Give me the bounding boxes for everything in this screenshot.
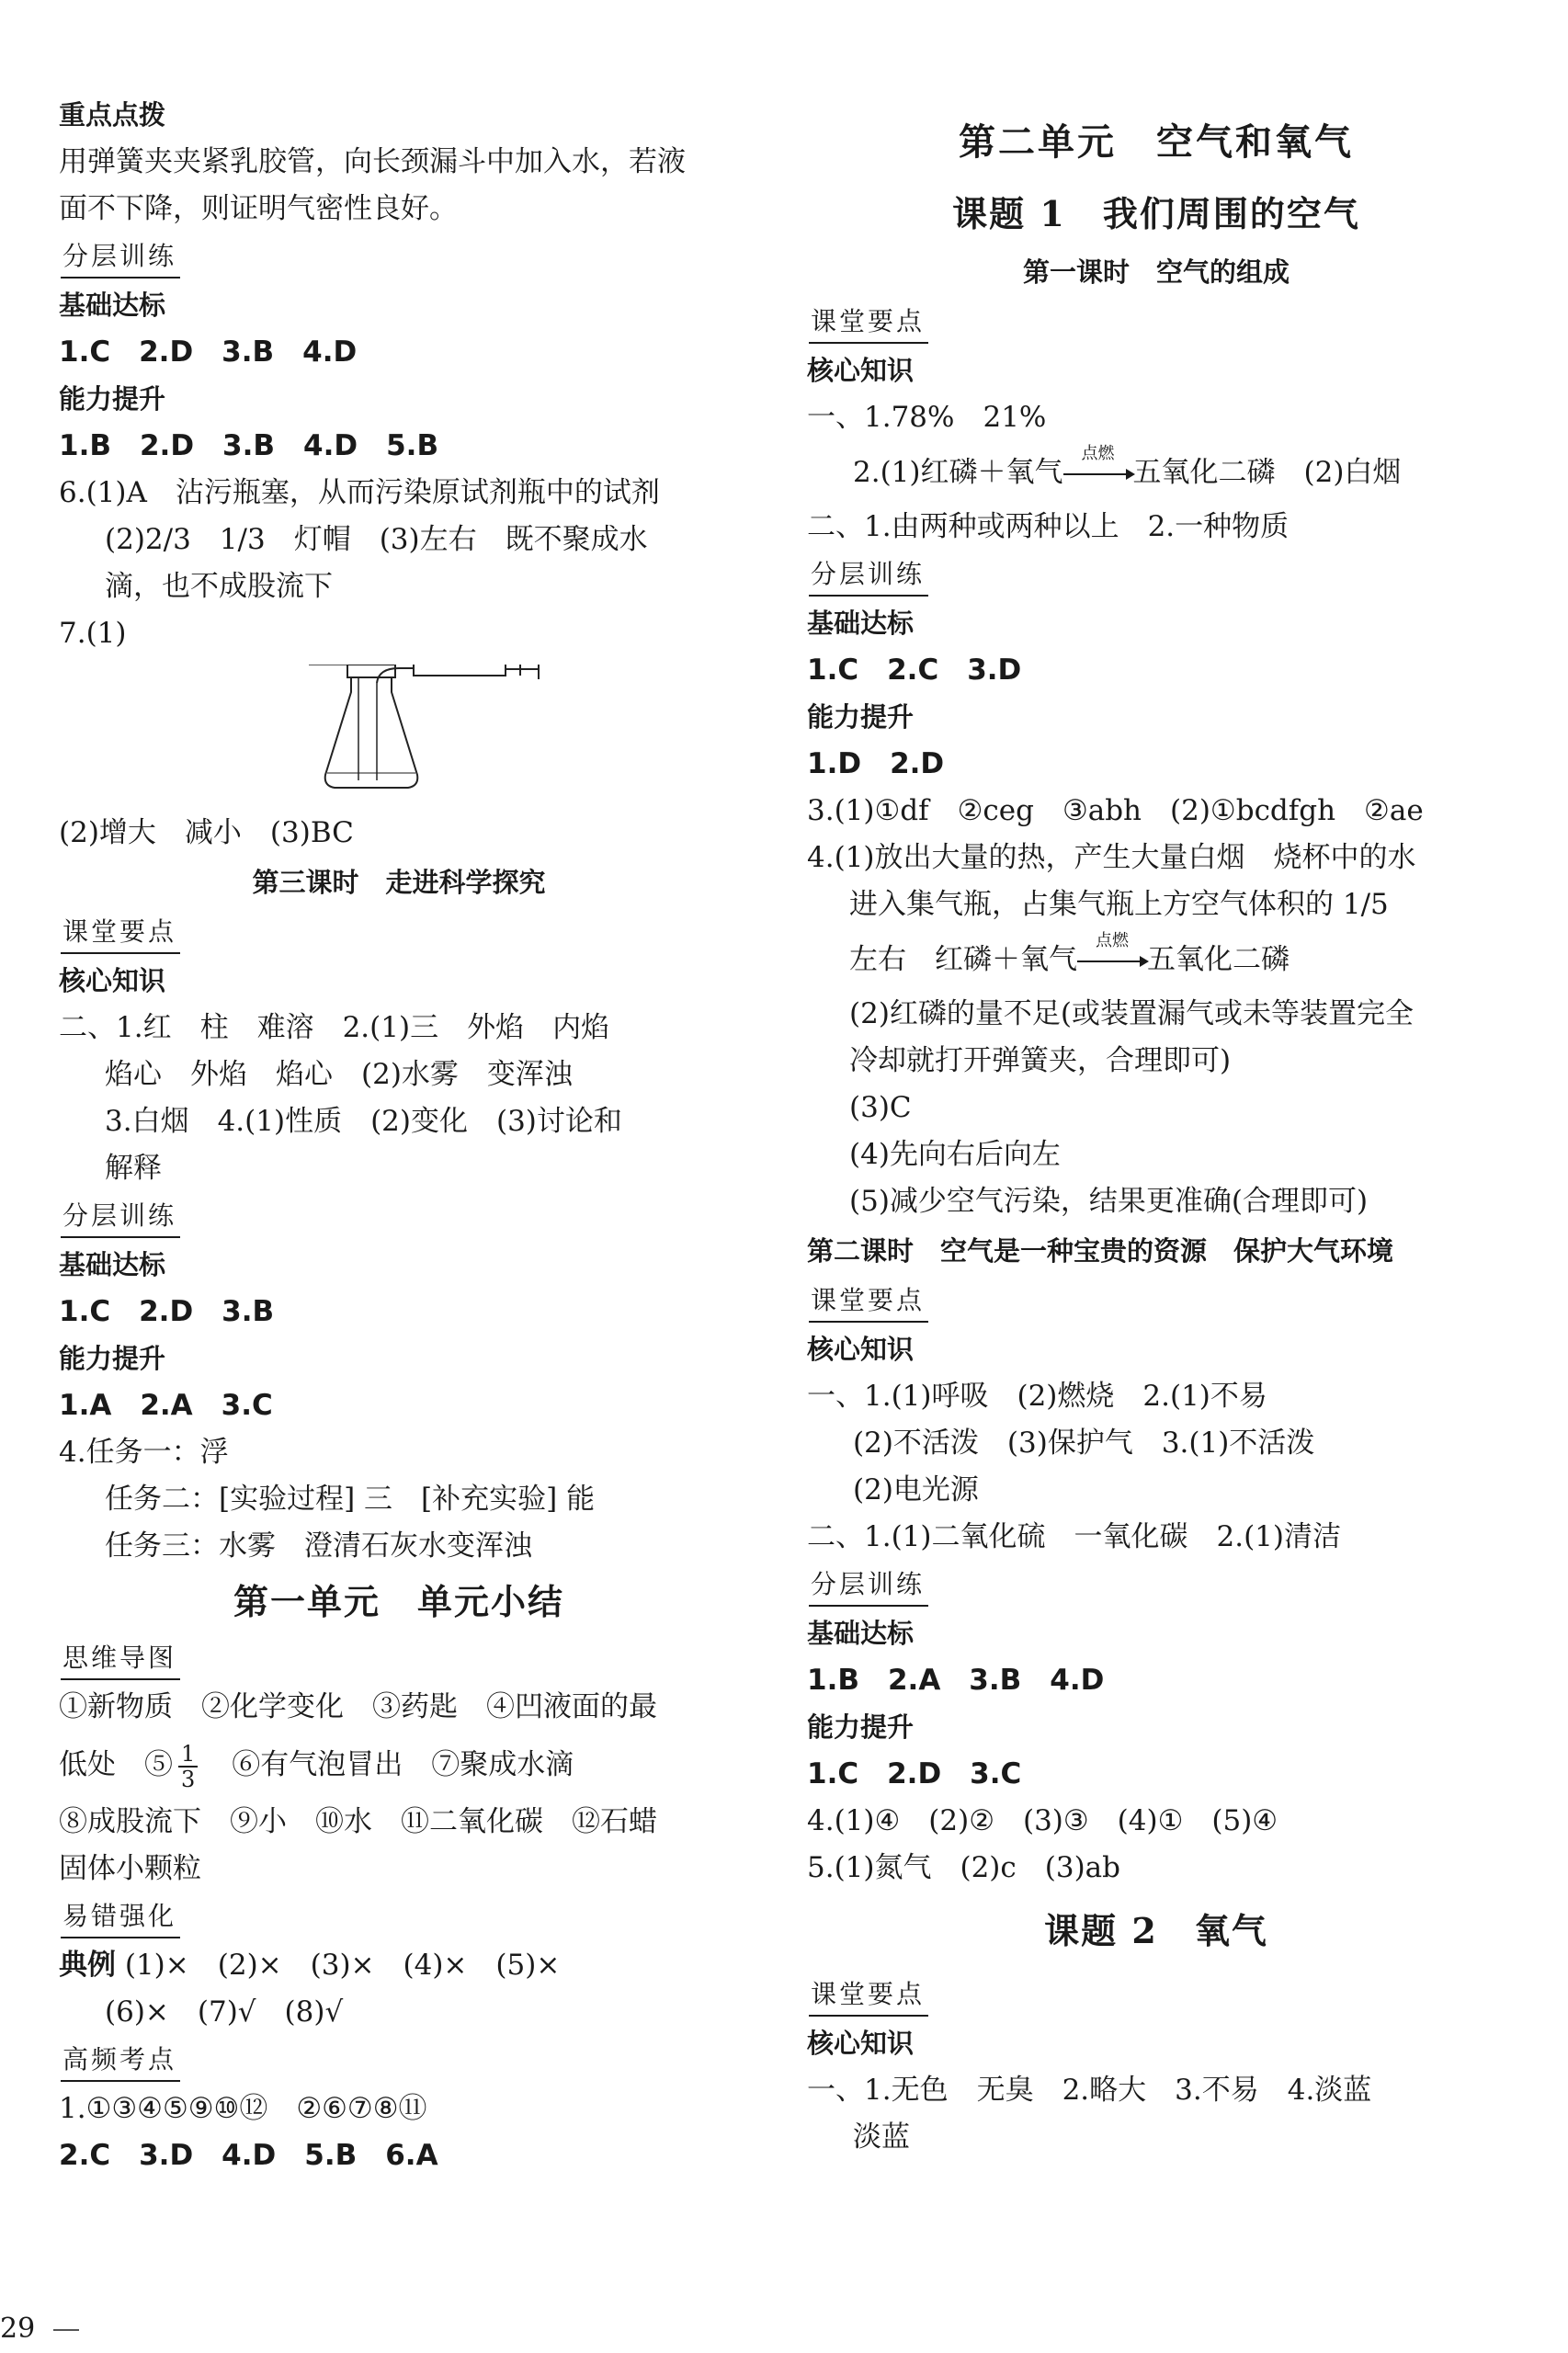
key-point-heading: 重点点拨 <box>59 99 166 131</box>
arrow-icon <box>1063 473 1128 475</box>
answer-text: 左右 红磷＋氧气 <box>849 943 1077 976</box>
apparatus-diagram <box>307 665 583 802</box>
answer-line: (4)先向右后向左 <box>849 1138 1061 1171</box>
practice-tag: 分层训练 <box>61 1198 180 1238</box>
answer-line: 滴，也不成股流下 <box>105 570 333 603</box>
reaction-arrow <box>1063 443 1133 488</box>
answer-line: 解释 <box>105 1152 162 1185</box>
answer-line: 任务二：[实验过程] 三 [补充实验] 能 <box>105 1483 596 1516</box>
arrow-icon <box>1077 961 1142 962</box>
answer-line: (2)红磷的量不足(或装置漏气或未等装置完全 <box>849 997 1415 1030</box>
answer-text: ⑥有气泡冒出 ⑦聚成水滴 <box>203 1748 574 1781</box>
answer-line: 3.白烟 4.(1)性质 (2)变化 (3)讨论和 <box>105 1105 622 1138</box>
answer-text: 五氧化二磷 <box>1147 943 1290 976</box>
reaction-condition: 点燃 <box>1096 930 1129 950</box>
answer-line: 5.(1)氮气 (2)c (3)ab <box>807 1851 1120 1884</box>
lesson-title: 第二课时 空气是一种宝贵的资源 保护大气环境 <box>807 1235 1394 1267</box>
answer-line: 1.A 2.A 3.C <box>59 1389 273 1422</box>
answer-line: (2)2/3 1/3 灯帽 (3)左右 既不聚成水 <box>105 523 648 556</box>
answer-line: 一、1.无色 无臭 2.略大 3.不易 4.淡蓝 <box>807 2074 1372 2107</box>
answer-line: 4.(1)④ (2)② (3)③ (4)① (5)④ <box>807 1804 1278 1837</box>
footer-rule <box>53 2329 79 2331</box>
basic-heading: 基础达标 <box>59 290 166 321</box>
class-tag: 课堂要点 <box>809 1282 928 1323</box>
answer-line: 焰心 外焰 焰心 (2)水雾 变浑浊 <box>105 1058 573 1091</box>
text-line: 用弹簧夹夹紧乳胶管，向长颈漏斗中加入水，若液 <box>59 145 686 178</box>
core-heading: 核心知识 <box>807 1334 915 1365</box>
answer-line: (2)增大 减小 (3)BC <box>59 816 354 849</box>
answer-line: 二、1.由两种或两种以上 2.一种物质 <box>807 510 1290 543</box>
fraction-numerator: 1 <box>178 1742 198 1768</box>
answer-text: 2.(1)红磷＋氧气 <box>853 456 1063 489</box>
answer-line: 一、1.(1)呼吸 (2)燃烧 2.(1)不易 <box>807 1380 1267 1413</box>
fraction-denominator: 3 <box>181 1766 196 1792</box>
answer-line: 4.任务一：浮 <box>59 1436 229 1469</box>
left-column <box>59 92 739 2179</box>
answer-line: 1.C 2.D 3.B <box>59 1295 275 1328</box>
lesson-title: 第三课时 走进科学探究 <box>252 867 546 898</box>
answer-line: (2)不活泼 (3)保护气 3.(1)不活泼 <box>853 1427 1315 1460</box>
ability-heading: 能力提升 <box>59 383 166 415</box>
topic-title: 课题 1 我们周围的空气 <box>952 193 1360 234</box>
answer-line <box>807 441 1506 504</box>
answer-line: 3.(1)①df ②ceg ③abh (2)①bcdfgh ②ae <box>807 794 1424 827</box>
answer-line: 二、1.红 柱 难溶 2.(1)三 外焰 内焰 <box>59 1011 610 1044</box>
reaction-condition: 点燃 <box>1081 443 1115 463</box>
answer-line: 4.(1)放出大量的热，产生大量白烟 烧杯中的水 <box>807 841 1416 874</box>
core-heading: 核心知识 <box>807 355 915 386</box>
basic-heading: 基础达标 <box>59 1249 166 1280</box>
class-tag: 课堂要点 <box>61 914 180 954</box>
answer-line: 1.C 2.D 3.B 4.D <box>59 335 358 369</box>
answer-line: (6)× (7)√ (8)√ <box>105 1995 344 2029</box>
practice-tag: 分层训练 <box>61 238 180 278</box>
answer-line: 1.B 2.D 3.B 4.D 5.B <box>59 429 439 462</box>
answer-line: 1.C 2.D 3.C <box>807 1757 1022 1790</box>
ability-heading: 能力提升 <box>807 1711 915 1743</box>
right-column <box>807 103 1506 2161</box>
answer-text: 五氧化二磷 (2)白烟 <box>1132 456 1402 489</box>
answer-line: 冷却就打开弹簧夹，合理即可) <box>849 1044 1232 1077</box>
practice-tag: 分层训练 <box>809 556 928 597</box>
answer-line <box>59 1942 739 1989</box>
answer-line: 2.C 3.D 4.D 5.B 6.A <box>59 2139 438 2172</box>
answer-line: (5)减少空气污染，结果更准确(合理即可) <box>849 1185 1369 1218</box>
answer-line: 任务三：水雾 澄清石灰水变浑浊 <box>105 1529 532 1563</box>
text-line: 面不下降，则证明气密性良好。 <box>59 192 458 225</box>
reaction-arrow <box>1077 930 1147 975</box>
error-tag: 易错强化 <box>61 1898 180 1938</box>
answer-line: 1.D 2.D <box>807 747 945 780</box>
basic-heading: 基础达标 <box>807 608 915 639</box>
answer-text: 低处 ⑤ <box>59 1748 173 1781</box>
answer-line: 一、1.78% 21% <box>807 401 1047 434</box>
answer-line: 1.B 2.A 3.B 4.D <box>807 1664 1105 1697</box>
practice-tag: 分层训练 <box>809 1566 928 1607</box>
class-tag: 课堂要点 <box>809 1976 928 2017</box>
answer-line: ①新物质 ②化学变化 ③药匙 ④凹液面的最 <box>59 1690 657 1723</box>
lesson-title: 第一课时 空气的组成 <box>1022 256 1290 288</box>
answer-line <box>807 928 1506 991</box>
ability-heading: 能力提升 <box>807 701 915 733</box>
frequent-tag: 高频考点 <box>61 2041 180 2082</box>
answer-line: 二、1.(1)二氧化硫 一氧化碳 2.(1)清洁 <box>807 1520 1341 1553</box>
unit-title: 第二单元 空气和氧气 <box>959 120 1354 164</box>
answer-line: 固体小颗粒 <box>59 1852 201 1885</box>
answer-line: 淡蓝 <box>853 2120 910 2154</box>
answer-line: 1.C 2.C 3.D <box>807 654 1022 687</box>
answer-line: (2)电光源 <box>853 1473 979 1506</box>
core-heading: 核心知识 <box>807 2028 915 2059</box>
ability-heading: 能力提升 <box>59 1343 166 1374</box>
answer-text: (1)× (2)× (3)× (4)× (5)× <box>124 1949 561 1982</box>
answer-line: ⑧成股流下 ⑨小 ⑩水 ⑪二氧化碳 ⑫石蜡 <box>59 1805 657 1838</box>
mindmap-tag: 思维导图 <box>61 1640 180 1680</box>
core-heading: 核心知识 <box>59 965 166 996</box>
answer-line: 7.(1) <box>59 617 127 650</box>
basic-heading: 基础达标 <box>807 1618 915 1649</box>
answer-line <box>59 1731 739 1799</box>
answer-line: (3)C <box>849 1091 912 1124</box>
class-tag: 课堂要点 <box>809 303 928 344</box>
page-number: 29 <box>0 2313 36 2345</box>
fraction <box>178 1742 198 1791</box>
topic-title: 课题 2 氧气 <box>1044 1910 1268 1951</box>
unit-summary-title: 第一单元 单元小结 <box>233 1581 564 1622</box>
answer-line: 6.(1)A 沾污瓶塞，从而污染原试剂瓶中的试剂 <box>59 476 660 509</box>
answer-line: 1.①③④⑤⑨⑩⑫ ②⑥⑦⑧⑪ <box>59 2092 427 2125</box>
example-label: 典例 <box>59 1949 116 1982</box>
answer-line: 进入集气瓶，占集气瓶上方空气体积的 1/5 <box>849 888 1389 921</box>
